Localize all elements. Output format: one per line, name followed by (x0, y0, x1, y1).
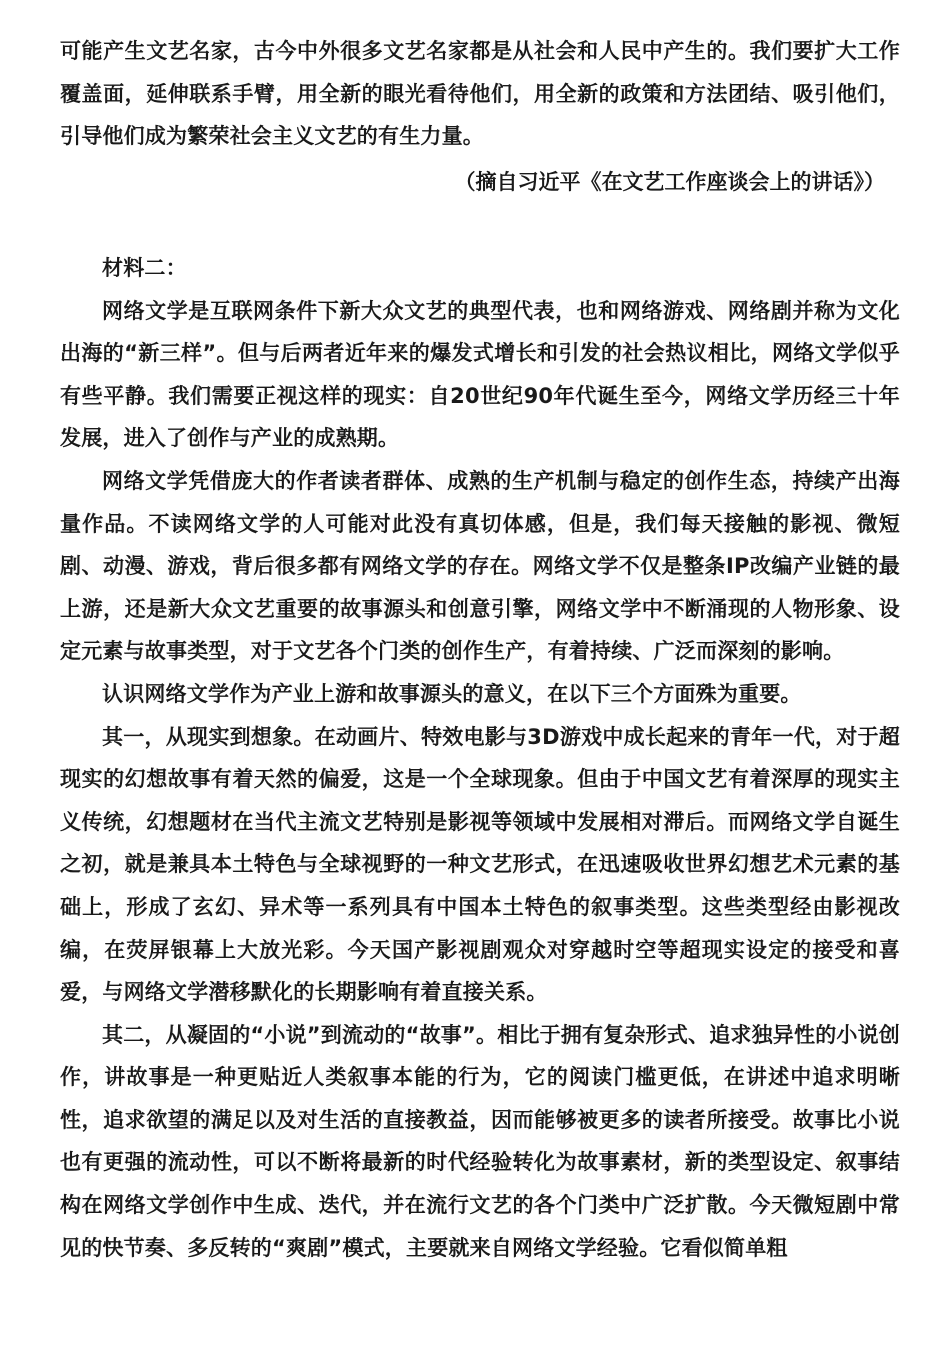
material-two-paragraph-2: 网络文学凭借庞大的作者读者群体、成熟的生产机制与稳定的创作生态，持续产出海量作品。不读网络文学的人可能对此没有真切体感，但是，我们每天接触的影视、微短剧、动漫、游戏，背后很多都有网络文学的存在。网络文学不仅是整条IP改编产业链的最上游，还是新大众文艺重要的故事源头和创意引擎，网络文学中不断涌现的人物形象、设定元素与故事类型，对于文艺各个门类的创作生产，有着持续、广泛而深刻的影响。 (60, 468, 900, 664)
material-two-paragraph-3: 认识网络文学作为产业上游和故事源头的意义，在以下三个方面殊为重要。 (102, 681, 802, 706)
speech-citation: （摘自习近平《在文艺工作座谈会上的讲话》） (454, 170, 885, 194)
page-bottom-cutoff (0, 1290, 950, 1345)
material-two-paragraph-5: 其二，从凝固的“小说”到流动的“故事”。相比于拥有复杂形式、追求独异性的小说创作，讲故事是一种更贴近人类叙事本能的行为，它的阅读门槛更低，在讲述中追求明晰性，追求欲望的满足以及对生活的直接教益，因而能够被更多的读者所接受。故事比小说也有更强的流动性，可以不断将最新的时代经验转化为故事素材，新的类型设定、叙事结构在网络文学创作中生成、迭代，并在流行文艺的各个门类中广泛扩散。今天微短剧中常见的快节奏、多反转的“爽剧”模式，主要就来自网络文学经验。它看似简单粗 (60, 1022, 901, 1260)
material-one-closing-paragraph: 可能产生文艺名家，古今中外很多文艺名家都是从社会和人民中产生的。我们要扩大工作覆盖面，延伸联系手臂，用全新的眼光看待他们，用全新的政策和方法团结、吸引他们，引导他们成为繁荣社会主义文艺的有生力量。 (60, 39, 900, 149)
material-two-heading: 材料二： (102, 256, 187, 280)
material-two-paragraph-1: 网络文学是互联网条件下新大众文艺的典型代表，也和网络游戏、网络剧并称为文化出海的“新三样”。但与后两者近年来的爆发式增长和引发的社会热议相比，网络文学似乎有些平静。我们需要正视这样的现实：自20世纪90年代诞生至今，网络文学历经三十年发展，进入了创作与产业的成熟期。 (60, 298, 900, 451)
material-one-ending (60, 36, 900, 158)
material-two-paragraph-4: 其一，从现实到想象。在动画片、特效电影与3D游戏中成长起来的青年一代，对于超现实的幻想故事有着天然的偏爱，这是一个全球现象。但由于中国文艺有着深厚的现实主义传统，幻想题材在当代主流文艺特别是影视等领域中发展相对滞后。而网络文学自诞生之初，就是兼具本土特色与全球视野的一种文艺形式，在迅速吸收世界幻想艺术元素的基础上，形成了玄幻、异术等一系列具有中国本土特色的叙事类型。这些类型经由影视改编，在荧屏银幕上大放光彩。今天国产影视剧观众对穿越时空等超现实设定的接受和喜爱，与网络文学潜移默化的长期影响有着直接关系。 (60, 724, 900, 1005)
material-two-section (60, 247, 900, 1269)
